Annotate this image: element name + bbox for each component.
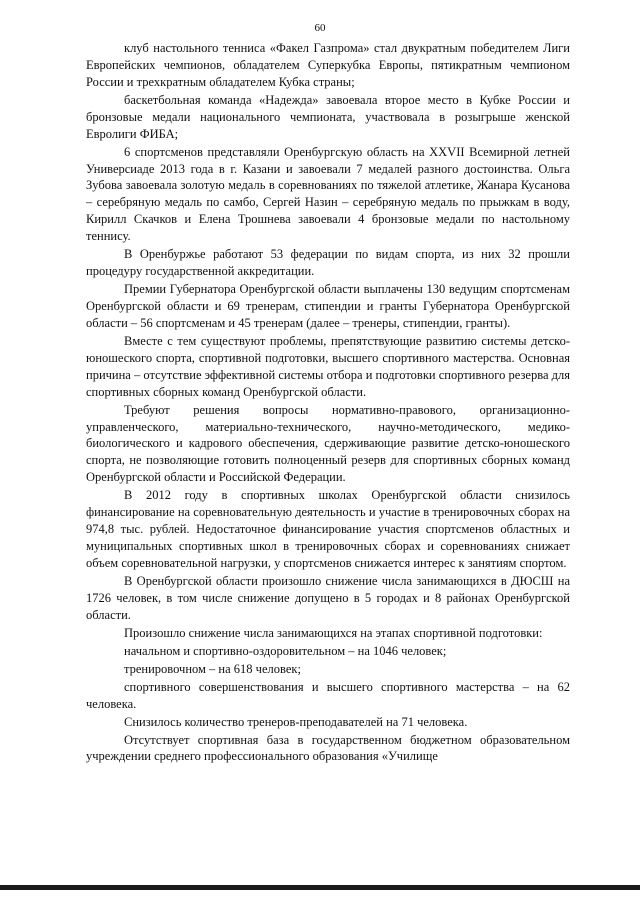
- paragraph-table-tennis-club: клуб настольного тенниса «Факел Газпрома» стал двукратным победителем Лиги Европейских чемпионов, обладателем Суперкубка Европы, пятикратным чемпионом России и трехкратным обладателем Кубка страны;: [86, 41, 570, 89]
- list-item-initial-stage: начальном и спортивно-оздоровительном – на 1046 человек;: [124, 643, 447, 658]
- paragraph-basketball-team: баскетбольная команда «Надежда» завоевала второе место в Кубке России и бронзовые медали национального чемпионата, участвовала в розыгрыше женской Евролиги ФИБА;: [86, 92, 570, 141]
- list-item-mastery-stage: спортивного совершенствования и высшего спортивного мастерства – на 62 человека.: [86, 679, 570, 711]
- paragraph-federations: В Оренбуржье работают 53 федерации по видам спорта, из них 32 прошли процедуру государственной аккредитации.: [86, 247, 570, 279]
- paragraph-governor-awards: Премии Губернатора Оренбургской области выплачены 130 ведущим спортсменам Оренбургской области и 69 тренерам, стипендии и гранты Губернатора Оренбургской области – 56 спортсменам и 45 тренерам (далее – тренеры, стипендии, гранты).: [86, 282, 570, 330]
- paragraph-coaches-decline: Снизилось количество тренеров-преподавателей на 71 человека.: [124, 714, 468, 729]
- document-body: [86, 40, 570, 766]
- paragraph-sports-base: Отсутствует спортивная база в государственном бюджетном образовательном учреждении среднего профессионального образования «Училище: [86, 732, 570, 764]
- paragraph-universiade: 6 спортсменов представляли Оренбургскую область на XXVII Всемирной летней Универсиаде 2013 года в г. Казани и завоевали 7 медалей разного достоинства. Ольга Зубова завоевала золотую медаль в соревнованиях по тяжелой атлетике, Жанара Кусанова – серебряную медаль по самбо, Сергей Назин – серебряную медаль по прыжкам в воду, Кирилл Скачков и Елена Трошнева завоевали 4 бронзовые медали по настольному теннису.: [86, 144, 570, 244]
- paragraph-issues-to-resolve: Требуют решения вопросы нормативно-правового, организационно-управленческого, материально-технического, научно-методического, медико-биологического и кадрового обеспечения, сдерживающие развитие детско-юношеского спорта, не позволяющие готовить полноценный резерв для спортивных сборных команд Оренбургской области и Российской Федерации.: [86, 402, 570, 485]
- list-item-training-stage: тренировочном – на 618 человек;: [124, 661, 301, 676]
- paragraph-stages-decline-intro: Произошло снижение числа занимающихся на этапах спортивной подготовки:: [124, 625, 543, 640]
- scan-edge-bar: [0, 885, 640, 890]
- paragraph-problems: Вместе с тем существуют проблемы, препятствующие развитию системы детско-юношеского спорта, спортивной подготовки, высшего спортивного мастерства. Основная причина – отсутствие эффективной системы отбора и подготовки спортивного резерва для спортивных сборных команд Оренбургской области.: [86, 333, 570, 399]
- page-number: 60: [314, 22, 326, 34]
- paragraph-dyussh-decline: В Оренбургской области произошло снижение числа занимающихся в ДЮСШ на 1726 человек, в том числе снижение допущено в 5 городах и 8 районах Оренбургской области.: [86, 573, 570, 622]
- paragraph-funding-2012: В 2012 году в спортивных школах Оренбургской области снизилось финансирование на соревновательную деятельность и участие в тренировочных сборах на 974,8 тыс. рублей. Недостаточное финансирование участия спортсменов областных и муниципальных спортивных школ в тренировочных сборах и соревнованиях снижает объем соревновательной нагрузки, у спортсменов снижается интерес к занятиям спортом.: [86, 488, 570, 570]
